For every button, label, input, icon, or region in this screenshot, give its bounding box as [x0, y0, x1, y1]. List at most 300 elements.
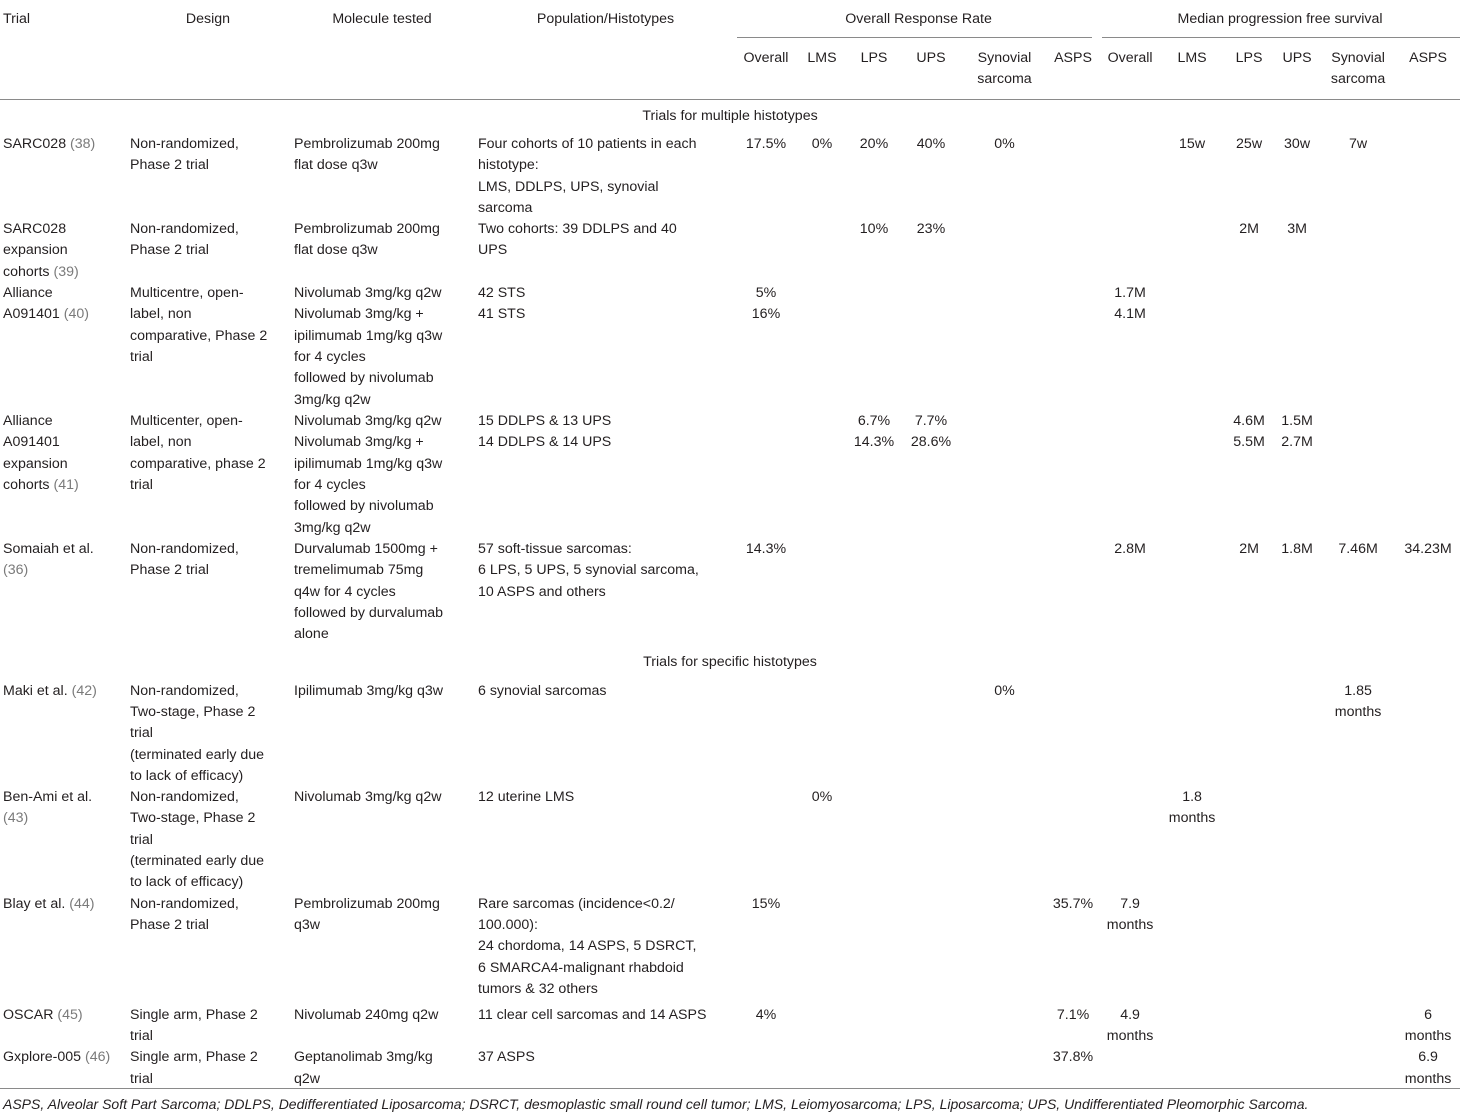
- pfs-value-cell: [1396, 283, 1460, 411]
- pfs-value-cell: [1274, 283, 1320, 411]
- trial-name: expansion: [3, 242, 68, 259]
- pfs-value-cell-line: 2.7M: [1281, 434, 1313, 451]
- orr-value-cell: [795, 283, 849, 411]
- design-cell: [126, 219, 290, 283]
- orr-value-cell: [849, 681, 899, 787]
- orr-subheader-lps: LPS: [860, 50, 888, 66]
- population-cell: [474, 411, 737, 539]
- orr-value-cell: [795, 411, 849, 539]
- population-cell-line: 100.000):: [478, 916, 538, 933]
- pfs-value-cell-line: 3M: [1287, 221, 1307, 238]
- pfs-value-cell: [1160, 539, 1224, 645]
- pfs-value-cell-line: 6.9: [1418, 1049, 1438, 1066]
- design-cell-line: Phase 2 trial: [130, 242, 209, 259]
- molecule-cell-line: 3mg/kg q2w: [294, 519, 371, 536]
- orr-value-cell: [899, 1005, 963, 1048]
- molecule-cell: [290, 681, 474, 787]
- molecule-cell-line: q3w: [294, 916, 321, 933]
- population-cell: [474, 283, 737, 411]
- population-cell-line: Four cohorts of 10 patients in each: [478, 136, 697, 152]
- pfs-value-cell-line: 7.9: [1120, 895, 1140, 912]
- orr-value-cell: [1046, 894, 1100, 1005]
- design-cell-line: (terminated early due: [130, 853, 265, 870]
- reference-link[interactable]: (44): [69, 895, 95, 912]
- population-cell-line: 6 SMARCA4-malignant rhabdoid: [478, 959, 684, 976]
- orr-value-cell: [795, 1005, 849, 1048]
- molecule-cell-line: Pembrolizumab 200mg: [294, 221, 440, 238]
- population-cell-line: Rare sarcomas (incidence<0.2/: [478, 895, 675, 912]
- molecule-cell: [290, 219, 474, 283]
- trial-name: SARC028: [3, 136, 71, 152]
- orr-value-cell: [963, 1047, 1046, 1090]
- reference-link[interactable]: (45): [57, 1006, 83, 1023]
- pfs-value-cell-line: 1.5M: [1281, 413, 1313, 430]
- reference-link[interactable]: (42): [71, 682, 97, 699]
- trial-cell: [0, 539, 126, 645]
- molecule-cell: [290, 283, 474, 411]
- design-cell-line: Non-randomized,: [130, 682, 239, 699]
- orr-value-cell: [1046, 283, 1100, 411]
- pfs-value-cell-line: 34.23M: [1404, 541, 1452, 558]
- orr-value-cell-line: 37.8%: [1052, 1049, 1094, 1066]
- orr-value-cell: [963, 283, 1046, 411]
- orr-value-cell-line: 6.7%: [857, 413, 891, 430]
- design-cell: [126, 539, 290, 645]
- pfs-value-cell: [1160, 1005, 1224, 1048]
- orr-value-cell-line: 10%: [859, 221, 889, 238]
- trial-cell: [0, 283, 126, 411]
- reference-link[interactable]: (41): [53, 477, 79, 494]
- header-median-pfs: Median progression free survival: [1177, 11, 1383, 27]
- design-cell-line: Single arm, Phase 2: [130, 1006, 258, 1023]
- population-cell: [474, 1047, 737, 1090]
- design-cell-line: to lack of efficacy): [130, 767, 244, 784]
- pfs-value-cell: [1396, 894, 1460, 1005]
- section-heading: Trials for multiple histotypes: [642, 107, 818, 124]
- pfs-value-cell: [1396, 1047, 1460, 1090]
- design-cell: [126, 787, 290, 893]
- molecule-cell-line: Durvalumab 1500mg +: [294, 541, 438, 558]
- molecule-cell-line: Ipilimumab 3mg/kg q3w: [294, 682, 444, 699]
- molecule-cell-line: Nivolumab 3mg/kg +: [294, 306, 424, 323]
- population-cell: [474, 539, 737, 645]
- molecule-cell: [290, 539, 474, 645]
- molecule-cell-line: 3mg/kg q2w: [294, 391, 371, 408]
- pfs-value-cell: [1320, 1047, 1396, 1090]
- pfs-value-cell-line: 4.1M: [1114, 306, 1146, 323]
- trial-name: cohorts: [3, 477, 54, 494]
- population-cell: [474, 681, 737, 787]
- molecule-cell-line: followed by durvalumab: [294, 605, 444, 622]
- population-cell-line: 57 soft-tissue sarcomas:: [478, 541, 632, 558]
- orr-value-cell-line: 7.1%: [1056, 1006, 1090, 1023]
- orr-value-cell: [899, 219, 963, 283]
- orr-value-cell-line: 14.3%: [853, 434, 895, 451]
- pfs-value-cell: [1320, 894, 1396, 1005]
- pfs-value-cell: [1100, 411, 1160, 539]
- pfs-value-cell: [1320, 283, 1396, 411]
- orr-value-cell: [849, 134, 899, 219]
- pfs-value-cell: [1396, 134, 1460, 219]
- trial-name: A091401: [3, 306, 64, 323]
- trial-name: Ben-Ami et al.: [3, 789, 93, 806]
- orr-value-cell: [737, 283, 795, 411]
- pfs-value-cell-line: 5.5M: [1233, 434, 1265, 451]
- trial-name: Blay et al.: [3, 895, 70, 912]
- pfs-value-cell: [1320, 787, 1396, 893]
- orr-value-cell: [849, 411, 899, 539]
- pfs-value-cell-line: 1.8: [1182, 789, 1202, 806]
- reference-link[interactable]: (36): [3, 562, 29, 579]
- molecule-cell-line: for 4 cycles: [294, 477, 366, 494]
- orr-value-cell: [737, 539, 795, 645]
- design-cell-line: label, non: [130, 434, 192, 451]
- orr-value-cell: [737, 681, 795, 787]
- orr-value-cell: [795, 134, 849, 219]
- population-cell-line: sarcoma: [478, 199, 533, 216]
- orr-value-cell: [899, 134, 963, 219]
- pfs-value-cell: [1160, 894, 1224, 1005]
- pfs-value-cell-line: 7w: [1348, 136, 1368, 152]
- pfs-value-cell-line: months: [1106, 916, 1154, 933]
- design-cell-line: Non-randomized,: [130, 895, 239, 912]
- section-heading: Trials for specific histotypes: [643, 653, 817, 670]
- design-cell-line: Non-randomized,: [130, 789, 239, 806]
- trial-cell: [0, 1005, 126, 1048]
- pfs-value-cell: [1160, 219, 1224, 283]
- trial-name: Alliance: [3, 413, 53, 430]
- pfs-subheader-lps: LPS: [1235, 50, 1263, 66]
- pfs-value-cell: [1160, 1047, 1224, 1090]
- molecule-cell-line: q4w for 4 cycles: [294, 583, 396, 600]
- table-row: [0, 894, 1460, 1005]
- design-cell: [126, 283, 290, 411]
- design-cell: [126, 411, 290, 539]
- table-row: [0, 1005, 1460, 1048]
- orr-value-cell-line: 20%: [859, 136, 889, 152]
- molecule-cell: [290, 894, 474, 1005]
- orr-value-cell-line: 5%: [755, 285, 777, 302]
- design-cell-line: comparative, phase 2: [130, 455, 266, 472]
- design-cell-line: Phase 2 trial: [130, 916, 209, 933]
- trial-cell: [0, 787, 126, 893]
- orr-value-cell: [737, 1047, 795, 1090]
- pfs-value-cell: [1274, 1047, 1320, 1090]
- pfs-value-cell: [1224, 894, 1274, 1005]
- orr-value-cell: [899, 681, 963, 787]
- orr-value-cell: [795, 681, 849, 787]
- pfs-value-cell: [1224, 787, 1274, 893]
- orr-value-cell: [737, 411, 795, 539]
- pfs-value-cell: [1100, 539, 1160, 645]
- pfs-subheader-lms: LMS: [1177, 50, 1207, 66]
- design-cell: [126, 1005, 290, 1048]
- trial-name: SARC028: [3, 221, 67, 238]
- design-cell-line: label, non: [130, 306, 192, 323]
- orr-value-cell-line: 0%: [811, 789, 833, 806]
- design-cell-line: trial: [130, 1027, 153, 1044]
- design-cell: [126, 134, 290, 219]
- header-row-main: [0, 0, 1460, 38]
- orr-value-cell-line: 14.3%: [745, 541, 787, 558]
- pfs-value-cell: [1100, 283, 1160, 411]
- reference-link[interactable]: (40): [63, 306, 89, 323]
- reference-link[interactable]: (39): [53, 263, 79, 280]
- trial-name: A091401: [3, 434, 60, 451]
- orr-value-cell: [963, 134, 1046, 219]
- pfs-value-cell: [1224, 283, 1274, 411]
- table-row: [0, 681, 1460, 787]
- population-cell-line: 10 ASPS and others: [478, 583, 606, 600]
- orr-value-cell: [1046, 787, 1100, 893]
- pfs-value-cell: [1320, 681, 1396, 787]
- orr-value-cell: [795, 787, 849, 893]
- pfs-value-cell-line: months: [1334, 703, 1382, 720]
- pfs-value-cell-line: months: [1404, 1070, 1452, 1087]
- molecule-cell-line: Pembrolizumab 200mg: [294, 136, 440, 152]
- design-cell: [126, 894, 290, 1005]
- orr-value-cell: [963, 1005, 1046, 1048]
- orr-value-cell: [849, 1005, 899, 1048]
- pfs-value-cell-line: 1.8M: [1281, 541, 1313, 558]
- pfs-value-cell: [1274, 539, 1320, 645]
- orr-value-cell: [795, 1047, 849, 1090]
- design-cell-line: trial: [130, 831, 153, 848]
- pfs-subheader-asps: ASPS: [1409, 50, 1447, 66]
- design-cell-line: trial: [130, 477, 153, 494]
- pfs-value-cell: [1224, 681, 1274, 787]
- orr-value-cell: [963, 411, 1046, 539]
- table-row: [0, 134, 1460, 219]
- pfs-value-cell: [1100, 134, 1160, 219]
- population-cell-line: 6 synovial sarcomas: [478, 682, 607, 699]
- molecule-cell-line: for 4 cycles: [294, 349, 366, 366]
- pfs-value-cell-line: 25w: [1236, 136, 1263, 152]
- pfs-value-cell-line: months: [1168, 810, 1216, 827]
- molecule-cell-line: Nivolumab 3mg/kg q2w: [294, 789, 442, 806]
- pfs-value-cell: [1160, 681, 1224, 787]
- table-row: [0, 219, 1460, 283]
- orr-value-cell: [849, 894, 899, 1005]
- molecule-cell-line: Nivolumab 3mg/kg q2w: [294, 413, 442, 430]
- orr-value-cell: [737, 787, 795, 893]
- pfs-value-cell: [1274, 787, 1320, 893]
- population-cell: [474, 787, 737, 893]
- pfs-value-cell-line: months: [1106, 1027, 1154, 1044]
- design-cell-line: Non-randomized,: [130, 221, 239, 238]
- pfs-value-cell: [1224, 1005, 1274, 1048]
- reference-link[interactable]: (46): [85, 1049, 111, 1066]
- pfs-value-cell-line: 15w: [1179, 136, 1206, 152]
- molecule-cell-line: Nivolumab 240mg q2w: [294, 1006, 439, 1023]
- pfs-value-cell: [1224, 411, 1274, 539]
- population-cell-line: tumors & 32 others: [478, 980, 598, 997]
- design-cell-line: Non-randomized,: [130, 136, 239, 152]
- pfs-value-cell: [1320, 219, 1396, 283]
- orr-value-cell: [1046, 134, 1100, 219]
- pfs-value-cell-line: months: [1404, 1027, 1452, 1044]
- design-cell-line: trial: [130, 725, 153, 742]
- orr-subheader-overall: Overall: [743, 50, 789, 66]
- population-cell-line: Two cohorts: 39 DDLPS and 40: [478, 221, 677, 238]
- pfs-value-cell: [1396, 539, 1460, 645]
- pfs-value-cell: [1160, 134, 1224, 219]
- table-row: [0, 787, 1460, 893]
- orr-value-cell: [849, 219, 899, 283]
- design-cell-line: Non-randomized,: [130, 541, 239, 558]
- design-cell: [126, 1047, 290, 1090]
- population-cell-line: 41 STS: [478, 306, 526, 323]
- orr-value-cell: [737, 219, 795, 283]
- molecule-cell: [290, 411, 474, 539]
- pfs-value-cell-line: 2M: [1239, 541, 1259, 558]
- design-cell-line: Phase 2 trial: [130, 562, 209, 579]
- population-cell-line: 15 DDLPS & 13 UPS: [478, 413, 612, 430]
- table-bottom-rule: [0, 1088, 1460, 1089]
- design-cell-line: comparative, Phase 2: [130, 327, 268, 344]
- orr-value-cell: [1046, 411, 1100, 539]
- pfs-value-cell: [1396, 681, 1460, 787]
- header-design: Design: [185, 11, 231, 27]
- pfs-subheader-synovial-sarcoma: Synovial sarcoma: [1330, 50, 1386, 88]
- design-cell-line: (terminated early due: [130, 746, 265, 763]
- pfs-value-cell: [1274, 134, 1320, 219]
- orr-value-cell: [963, 681, 1046, 787]
- molecule-cell: [290, 1047, 474, 1090]
- molecule-cell-line: followed by nivolumab: [294, 498, 434, 515]
- trial-name: Alliance: [3, 285, 53, 302]
- reference-link[interactable]: (38): [70, 136, 96, 152]
- molecule-cell: [290, 1005, 474, 1048]
- population-cell-line: 12 uterine LMS: [478, 789, 575, 806]
- orr-value-cell-line: 0%: [811, 136, 833, 152]
- pfs-value-cell: [1396, 787, 1460, 893]
- pfs-underline: [1102, 37, 1460, 38]
- molecule-cell-line: flat dose q3w: [294, 157, 378, 174]
- pfs-value-cell: [1100, 1005, 1160, 1048]
- trial-cell: [0, 1047, 126, 1090]
- pfs-value-cell-line: 2M: [1239, 221, 1259, 238]
- orr-value-cell: [899, 539, 963, 645]
- section-row: [0, 646, 1460, 681]
- pfs-value-cell-line: 7.46M: [1338, 541, 1378, 558]
- orr-value-cell: [795, 894, 849, 1005]
- pfs-value-cell-line: 30w: [1284, 136, 1311, 152]
- pfs-subheader-overall: Overall: [1107, 50, 1153, 66]
- molecule-cell-line: ipilimumab 1mg/kg q3w: [294, 327, 443, 344]
- section-row: [0, 99, 1460, 134]
- orr-subheader-asps: ASPS: [1054, 50, 1092, 66]
- pfs-value-cell: [1320, 411, 1396, 539]
- design-cell-line: Phase 2 trial: [130, 157, 209, 174]
- pfs-value-cell: [1320, 134, 1396, 219]
- population-cell-line: 11 clear cell sarcomas and 14 ASPS: [478, 1006, 707, 1023]
- population-cell: [474, 134, 737, 219]
- orr-value-cell: [737, 1005, 795, 1048]
- molecule-cell-line: tremelimumab 75mg: [294, 562, 424, 579]
- orr-value-cell: [963, 539, 1046, 645]
- trial-name: expansion: [3, 455, 68, 472]
- table-row: [0, 411, 1460, 539]
- orr-value-cell: [899, 1047, 963, 1090]
- header-molecule: Molecule tested: [332, 11, 432, 27]
- pfs-value-cell: [1274, 411, 1320, 539]
- pfs-value-cell: [1320, 1005, 1396, 1048]
- pfs-value-cell: [1274, 894, 1320, 1005]
- pfs-value-cell: [1274, 681, 1320, 787]
- pfs-value-cell: [1224, 134, 1274, 219]
- orr-value-cell: [795, 219, 849, 283]
- header-trial: Trial: [3, 11, 31, 27]
- pfs-value-cell: [1320, 539, 1396, 645]
- pfs-value-cell-line: 6: [1424, 1006, 1432, 1023]
- design-cell-line: Single arm, Phase 2: [130, 1049, 258, 1066]
- orr-value-cell: [963, 894, 1046, 1005]
- population-cell-line: 14 DDLPS & 14 UPS: [478, 434, 612, 451]
- trial-cell: [0, 219, 126, 283]
- orr-value-cell-line: 23%: [916, 221, 946, 238]
- orr-value-cell-line: 17.5%: [745, 136, 787, 152]
- pfs-value-cell: [1224, 1047, 1274, 1090]
- molecule-cell-line: Geptanolimab 3mg/kg: [294, 1049, 433, 1066]
- pfs-value-cell-line: 2.8M: [1114, 541, 1146, 558]
- pfs-value-cell: [1100, 219, 1160, 283]
- orr-value-cell: [1046, 1005, 1100, 1048]
- orr-value-cell: [963, 219, 1046, 283]
- population-cell-line: 37 ASPS: [478, 1049, 535, 1066]
- population-cell: [474, 1005, 737, 1048]
- header-overall-response-rate: Overall Response Rate: [845, 11, 992, 27]
- molecule-cell: [290, 787, 474, 893]
- orr-value-cell: [737, 894, 795, 1005]
- pfs-value-cell: [1396, 411, 1460, 539]
- pfs-value-cell: [1274, 1005, 1320, 1048]
- table-row: [0, 539, 1460, 645]
- table-row: [0, 1047, 1460, 1090]
- population-cell-line: 6 LPS, 5 UPS, 5 synovial sarcoma,: [478, 562, 699, 579]
- pfs-value-cell: [1396, 1005, 1460, 1048]
- orr-value-cell: [849, 539, 899, 645]
- trial-cell: [0, 681, 126, 787]
- orr-value-cell-line: 16%: [751, 306, 781, 323]
- pfs-value-cell: [1100, 894, 1160, 1005]
- orr-value-cell-line: 4%: [755, 1006, 777, 1023]
- pfs-value-cell: [1100, 681, 1160, 787]
- pfs-value-cell-line: 1.85: [1344, 682, 1372, 699]
- pfs-value-cell-line: 4.9: [1120, 1006, 1140, 1023]
- trial-cell: [0, 894, 126, 1005]
- trial-name: cohorts: [3, 263, 54, 280]
- pfs-value-cell: [1160, 787, 1224, 893]
- orr-value-cell: [1046, 539, 1100, 645]
- pfs-subheader-ups: UPS: [1282, 50, 1312, 66]
- orr-value-cell-line: 40%: [916, 136, 946, 152]
- molecule-cell-line: Nivolumab 3mg/kg +: [294, 434, 424, 451]
- reference-link[interactable]: (43): [3, 810, 29, 827]
- design-cell-line: Multicentre, open-: [130, 285, 244, 302]
- design-cell-line: trial: [130, 349, 153, 366]
- pfs-value-cell: [1224, 219, 1274, 283]
- orr-subheader-synovial-sarcoma: Synovial sarcoma: [977, 50, 1032, 88]
- design-cell-line: Two-stage, Phase 2: [130, 810, 256, 827]
- molecule-cell-line: followed by nivolumab: [294, 370, 434, 387]
- orr-value-cell: [1046, 219, 1100, 283]
- orr-value-cell: [849, 787, 899, 893]
- trial-name: OSCAR: [3, 1006, 58, 1023]
- pfs-value-cell: [1100, 1047, 1160, 1090]
- orr-subheader-lms: LMS: [807, 50, 837, 66]
- population-cell: [474, 219, 737, 283]
